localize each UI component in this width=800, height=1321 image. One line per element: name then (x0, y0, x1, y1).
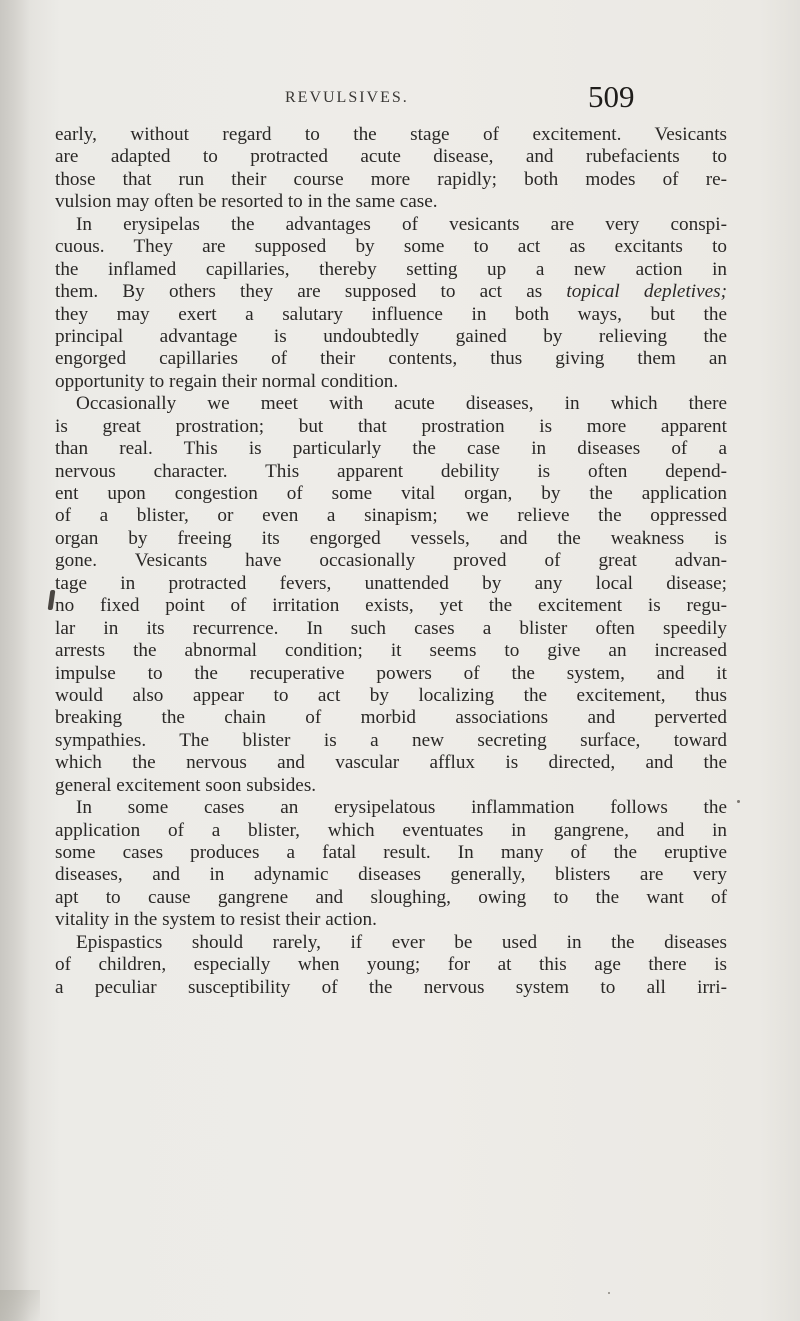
text-line: ent upon congestion of some vital organ, by the application (55, 483, 727, 504)
text-line: In some cases an erysipelatous inflammation follows the (76, 797, 727, 819)
text-line: nervous character. This apparent debility is often depend- (55, 460, 727, 482)
italic-term: topical depletives; (566, 281, 727, 303)
text-line: those that run their course more rapidly; both modes of re- (55, 168, 727, 190)
text-line: organ by freeing its engorged vessels, and the weakness is (55, 527, 727, 549)
text-line: tage in protracted fevers, unattended by any local disease; (55, 572, 727, 594)
text-line: general excitement soon subsides. (55, 774, 317, 796)
text-line: of children, especially when young; for at this age there is (55, 954, 727, 976)
page-number: 509 (588, 79, 635, 114)
paper-speck (608, 1292, 610, 1294)
text-line: vitality in the system to resist their action. (55, 909, 377, 931)
text-line: Epispastics should rarely, if ever be used in the diseases (76, 931, 727, 953)
text-line (55, 281, 727, 303)
page-corner-shadow (0, 1290, 40, 1321)
text-line: they may exert a salutary influence in both ways, but the (55, 303, 727, 325)
text-line: impulse to the recuperative powers of the system, and it (55, 662, 727, 684)
text-line: of a blister, or even a sinapism; we relieve the oppressed (55, 505, 727, 527)
text-line: are adapted to protracted acute disease, and rubefacients to (55, 146, 727, 168)
text-line: no fixed point of irritation exists, yet the excitement is regu- (55, 595, 727, 617)
text-line: In erysipelas the advantages of vesicants are very conspi- (76, 213, 727, 235)
text-line: opportunity to regain their normal condition. (55, 370, 399, 392)
text-line: than real. This is particularly the case in diseases of a (55, 438, 727, 460)
text-line: the inflamed capillaries, thereby setting up a new action in (55, 258, 727, 280)
text-line: cuous. They are supposed by some to act as excitants to (55, 236, 727, 258)
text-run: them. By others they are supposed to act as (55, 281, 567, 303)
text-line: which the nervous and vascular afflux is directed, and the (55, 752, 727, 774)
running-head: REVULSIVES. (285, 89, 409, 106)
page-gutter-shadow (0, 0, 30, 1321)
text-line: arrests the abnormal condition; it seems to give an increased (55, 640, 727, 662)
text-line: is great prostration; but that prostration is more apparent (55, 415, 727, 437)
body-text (55, 124, 727, 999)
text-line: principal advantage is undoubtedly gained by relieving the (55, 325, 727, 347)
text-line: lar in its recurrence. In such cases a blister often speedily (55, 617, 727, 639)
text-line: application of a blister, which eventuates in gangrene, and in (55, 819, 727, 841)
text-line: Occasionally we meet with acute diseases, in which there (76, 393, 727, 415)
text-line: breaking the chain of morbid associations and perverted (55, 707, 727, 729)
text-line: sympathies. The blister is a new secreting surface, toward (55, 729, 727, 751)
paper-speck (737, 800, 740, 803)
text-line: diseases, and in adynamic diseases generally, blisters are very (55, 864, 727, 886)
text-line: vulsion may often be resorted to in the same case. (55, 191, 438, 213)
text-line: gone. Vesicants have occasionally proved of great advan- (55, 550, 727, 572)
text-line: a peculiar susceptibility of the nervous system to all irri- (55, 976, 727, 998)
text-line: apt to cause gangrene and sloughing, owing to the want of (55, 886, 727, 908)
text-line: engorged capillaries of their contents, thus giving them an (55, 348, 727, 370)
page-header (0, 76, 800, 116)
text-line: early, without regard to the stage of excitement. Vesicants (55, 124, 727, 145)
text-line: some cases produces a fatal result. In many of the eruptive (55, 842, 727, 863)
text-line: would also appear to act by localizing the excitement, thus (55, 684, 727, 706)
